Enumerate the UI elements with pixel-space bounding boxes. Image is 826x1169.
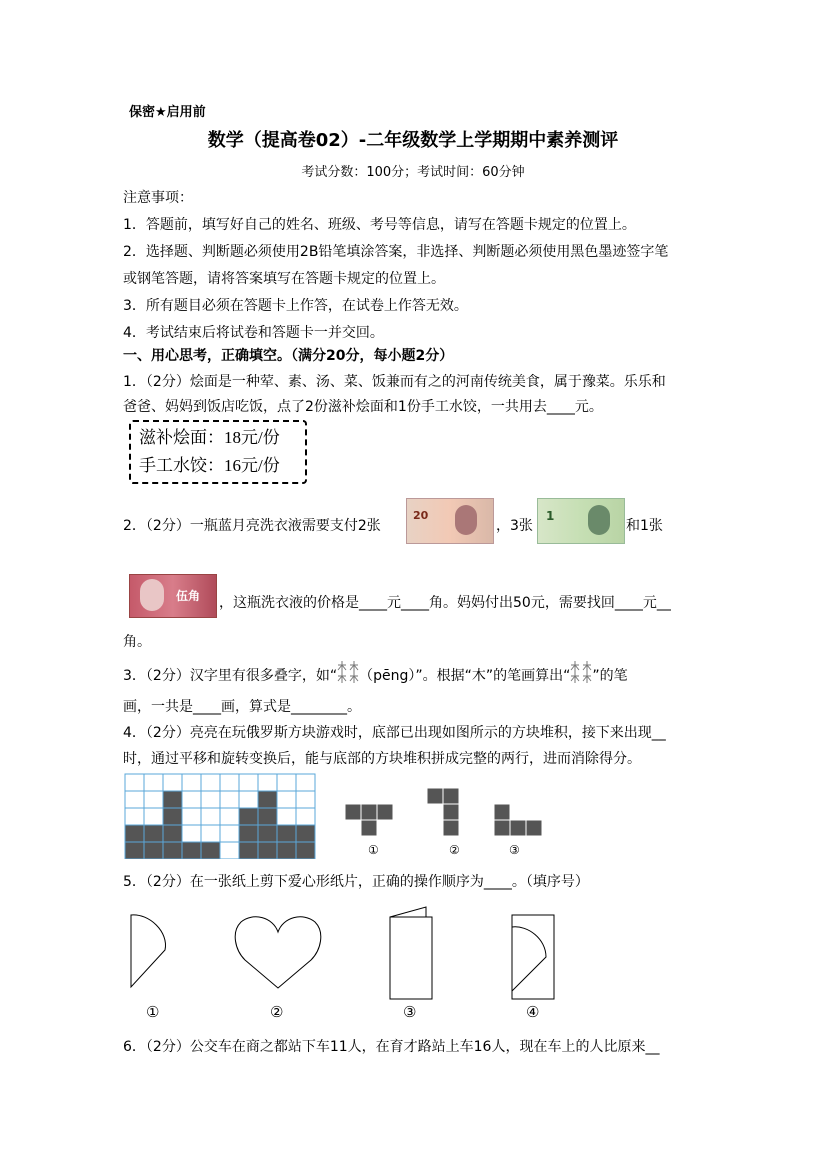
note-item: 或钢笔答题，请将答案填写在答题卡规定的位置上。 [123, 271, 445, 287]
grid-cell-empty [163, 774, 182, 791]
grid-cell-empty [239, 791, 258, 808]
note-value: 1 [546, 509, 555, 523]
grid-cell-filled [239, 808, 258, 825]
banknote-1-image [537, 498, 625, 544]
q3-text-b: ”。根据“木”的笔画算出“ [415, 668, 571, 684]
grid-cell-filled [182, 842, 201, 859]
tetris-grid [124, 773, 316, 859]
q3-line1 [123, 664, 628, 688]
shape-label: ③ [403, 1005, 417, 1021]
grid-cell-empty [258, 774, 277, 791]
grid-cell-empty [296, 791, 315, 808]
note-value: 伍角 [176, 589, 201, 603]
piece-label: ③ [509, 843, 520, 857]
grid-cell-empty [220, 774, 239, 791]
q4-line1: 4．（2分）亮亮在玩俄罗斯方块游戏时，底部已出现如图所示的方块堆积，接下来出现__ [123, 725, 666, 741]
half-heart-shape [125, 912, 175, 992]
grid-cell-empty [125, 808, 144, 825]
grid-cell-empty [201, 791, 220, 808]
exam-info: 考试分数：100分；考试时间：60分钟 [301, 165, 525, 180]
grid-cell-filled [258, 791, 277, 808]
shape-label: ② [270, 1005, 284, 1021]
grid-cell-filled [163, 842, 182, 859]
section-heading: 一、用心思考，正确填空。（满分20分，每小题2分） [123, 348, 454, 364]
heart-shape [233, 912, 323, 992]
folded-paper-shape [386, 905, 436, 1001]
banknote-5jiao-image [129, 574, 217, 618]
q3-text-a: 3．（2分）汉字里有很多叠字，如“ [123, 668, 338, 684]
note-item: 3．所有题目必须在答题卡上作答，在试卷上作答无效。 [123, 298, 468, 314]
secret-label: 保密★启用前 [129, 105, 206, 120]
piece-label: ② [449, 843, 460, 857]
grid-cell-empty [201, 774, 220, 791]
tetris-piece-j [425, 787, 463, 837]
grid-cell-empty [182, 774, 201, 791]
grid-cell-filled [144, 825, 163, 842]
folded-paper-heart-shape [508, 913, 558, 1001]
piece-label: ① [368, 843, 379, 857]
grid-cell-empty [182, 825, 201, 842]
q2-part3: 和1张 [626, 518, 663, 534]
grid-cell-empty [125, 791, 144, 808]
q1-line1: 1．（2分）烩面是一种荤、素、汤、菜、饭兼而有之的河南传统美食，属于豫菜。乐乐和 [123, 374, 666, 390]
grid-cell-empty [144, 791, 163, 808]
notes-heading: 注意事项： [123, 190, 193, 206]
grid-cell-empty [277, 774, 296, 791]
grid-cell-empty [220, 825, 239, 842]
q3-text-c: ”的笔 [592, 668, 628, 684]
grid-cell-filled [277, 825, 296, 842]
note-item: 4．考试结束后将试卷和答题卡一并交回。 [123, 325, 384, 341]
grid-cell-filled [239, 842, 258, 859]
q1-line2: 爸爸、妈妈到饭店吃饭，点了2份滋补烩面和1份手工水饺，一共用去____元。 [123, 399, 603, 415]
note-item: 2．选择题、判断题必须使用2B铅笔填涂答案，非选择、判断题必须使用黑色墨迹签字笔 [123, 244, 669, 260]
grid-cell-filled [296, 842, 315, 859]
note-item: 1．答题前，填写好自己的姓名、班级、考号等信息，请写在答题卡规定的位置上。 [123, 217, 636, 233]
grid-cell-empty [239, 774, 258, 791]
page-title: 数学（提高卷02）-二年级数学上学期期中素养测评 [207, 130, 619, 151]
grid-cell-empty [296, 774, 315, 791]
q6-line1: 6．（2分）公交车在商之都站下车11人，在育才路站上车16人，现在车上的人比原来__ [123, 1039, 660, 1055]
grid-cell-empty [125, 774, 144, 791]
grid-cell-empty [277, 808, 296, 825]
grid-cell-filled [258, 825, 277, 842]
grid-cell-filled [144, 842, 163, 859]
grid-cell-empty [220, 808, 239, 825]
price-box [129, 420, 307, 484]
banknote-20-image [406, 498, 494, 544]
q2-part1: 2．（2分）一瓶蓝月亮洗衣液需要支付2张 [123, 518, 381, 534]
grid-cell-empty [296, 808, 315, 825]
grid-cell-filled [201, 842, 220, 859]
grid-cell-filled [277, 842, 296, 859]
q2-line2: ，这瓶洗衣液的价格是____元____角。妈妈付出50元，需要找回____元__ [219, 595, 671, 611]
grid-cell-filled [163, 791, 182, 808]
grid-cell-empty [220, 842, 239, 859]
tetris-piece-t [343, 803, 393, 837]
grid-cell-empty [220, 791, 239, 808]
grid-cell-filled [258, 808, 277, 825]
grid-cell-filled [125, 842, 144, 859]
grid-cell-filled [296, 825, 315, 842]
q2-part2: ，3张 [496, 518, 533, 534]
note-value: 20 [413, 509, 429, 522]
grid-cell-empty [277, 791, 296, 808]
grid-cell-filled [125, 825, 144, 842]
price-item: 手工水饺：16元/份 [139, 456, 280, 475]
q5-line1: 5．（2分）在一张纸上剪下爱心形纸片，正确的操作顺序为____。（填序号） [123, 874, 589, 890]
grid-cell-empty [201, 825, 220, 842]
q2-line3: 角。 [123, 634, 151, 650]
pinyin: （pēng） [359, 668, 416, 684]
grid-cell-empty [144, 774, 163, 791]
shape-label: ④ [526, 1005, 540, 1021]
grid-cell-filled [163, 825, 182, 842]
grid-cell-empty [182, 808, 201, 825]
q3-line2: 画，一共是____画，算式是________。 [123, 699, 361, 715]
shape-label: ① [146, 1005, 160, 1021]
stacked-char-icon [337, 660, 359, 684]
q4-line2: 时，通过平移和旋转变换后，能与底部的方块堆积拼成完整的两行，进而消除得分。 [123, 751, 641, 767]
grid-cell-filled [163, 808, 182, 825]
price-item: 滋补烩面：18元/份 [139, 428, 280, 447]
stacked-char-icon [570, 660, 592, 684]
grid-cell-empty [201, 808, 220, 825]
tetris-piece-l [492, 803, 546, 837]
grid-cell-filled [239, 825, 258, 842]
grid-cell-filled [258, 842, 277, 859]
grid-cell-empty [144, 808, 163, 825]
grid-cell-empty [182, 791, 201, 808]
